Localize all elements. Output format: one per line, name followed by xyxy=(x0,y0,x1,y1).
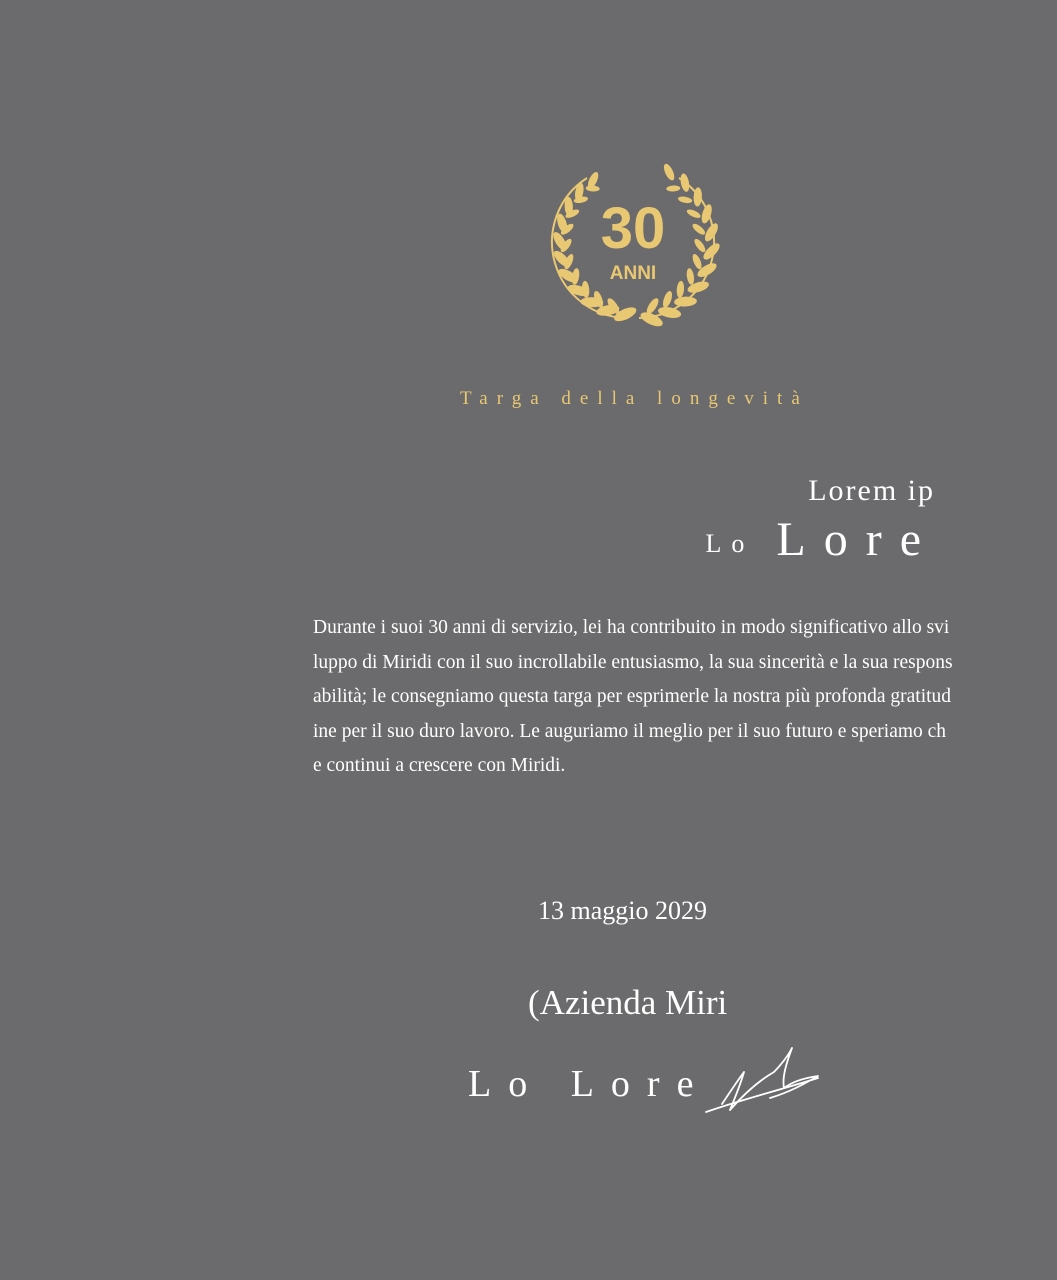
laurel-wreath-emblem xyxy=(538,160,728,335)
laurel-leaf xyxy=(679,173,690,193)
laurel-leaf xyxy=(676,281,685,299)
plaque-title: Targa della longevità xyxy=(460,388,809,409)
signer-name: Lo Lore xyxy=(468,1063,711,1105)
laurel-leaf xyxy=(691,222,707,237)
laurel-leaf xyxy=(677,195,692,204)
recipient-name-line-2 xyxy=(706,512,940,567)
award-date: 13 maggio 2029 xyxy=(538,896,707,925)
laurel-leaf xyxy=(693,237,708,254)
laurel-leaf xyxy=(686,268,696,286)
laurel-leaf xyxy=(661,290,674,309)
emblem-label: ANNI xyxy=(609,263,657,284)
emblem-number: 30 xyxy=(600,196,666,261)
laurel-leaf xyxy=(666,185,680,192)
laurel-leaf xyxy=(674,296,697,307)
recipient-name-line-1: Lorem ip xyxy=(808,474,935,507)
laurel-leaf xyxy=(691,253,704,271)
laurel-leaf xyxy=(686,208,702,220)
laurel-wreath-icon xyxy=(538,160,728,335)
laurel-leaf xyxy=(662,162,677,182)
company-name: (Azienda Miri xyxy=(528,983,728,1022)
recipient-name-last: Lore xyxy=(776,513,939,566)
handwritten-signature xyxy=(700,1042,828,1122)
recipient-name-first: Lo xyxy=(705,529,755,558)
dedication-text: Durante i suoi 30 anni di servizio, lei ha contribuito in modo significativo allo sviluppo di Miridi con il suo incrollabile entusiasmo, la sua sincerità e la sua responsabilità; le consegniamo questa targa per esprimerle la nostra più profonda gratitudine per il suo duro lavoro. Le auguriamo il meglio per il suo futuro e speriamo che continui a crescere con Miridi. xyxy=(313,617,953,776)
